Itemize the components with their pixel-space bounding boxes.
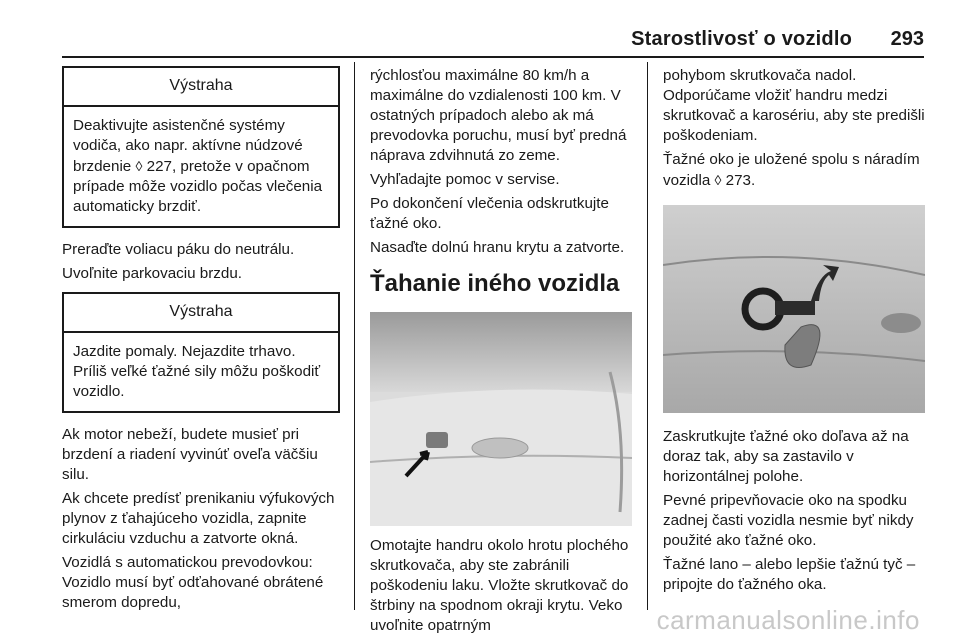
header-rule xyxy=(62,56,924,58)
paragraph: rýchlosťou maximálne 80 km/h a maximálne do vzdialenosti 100 km. V ostatných prípadoch alebo ak má prevodovka poruchu, musí byť predná náprava zdvihnutá zo zeme. xyxy=(370,67,627,164)
warning-text-b: 227, pretože v opačnom prípade môže vozidlo počas vlečenia automaticky brzdiť. xyxy=(73,158,323,215)
section-heading: Ťahanie iného vozidla xyxy=(370,270,620,297)
warning-title: Výstraha xyxy=(64,294,338,333)
column-divider-1 xyxy=(354,62,355,610)
paragraph-text-a: Ťažné oko je uložené spolu s náradím vozidla xyxy=(663,151,920,189)
warning-box-2 xyxy=(62,292,340,413)
paragraph: Nasaďte dolnú hranu krytu a zatvorte. xyxy=(370,239,625,256)
warning-text-a: Deaktivujte asistenčné systémy vodiča, ako napr. aktívne núdzové brzdenie xyxy=(73,117,303,175)
paragraph: Ak motor nebeží, budete musieť pri brzdení a riadení vyvinúť oveľa väčšiu silu. xyxy=(62,426,318,483)
page-ref-arrow-icon: ◊ xyxy=(135,158,143,174)
paragraph: Omotajte handru okolo hrotu plochého skrutkovača, aby ste zabránili poškodeniu laku. Vložte skrutkovač do štrbiny na spodnom okraji krytu. Veko uvoľnite opatrným xyxy=(370,537,629,634)
warning-body: Jazdite pomaly. Nejazdite trhavo. Príliš veľké ťažné sily môžu poškodiť vozidlo. xyxy=(73,343,321,400)
warning-title: Výstraha xyxy=(64,68,338,107)
paragraph xyxy=(663,150,935,191)
page-number: 293 xyxy=(890,28,924,50)
paragraph: Pevné pripevňovacie oko na spodku zadnej časti vozidla nesmie byť nikdy použité ako ťažné oko. xyxy=(663,492,914,549)
column-1 xyxy=(62,66,340,617)
page-header-title: Starostlivosť o vozidlo xyxy=(631,28,852,50)
column-2 xyxy=(370,66,636,640)
page-ref-arrow-icon: ◊ xyxy=(714,172,722,188)
paragraph: Zaskrutkujte ťažné oko doľava až na doraz tak, aby sa zastavilo v horizontálnej polohe. xyxy=(663,428,909,485)
paragraph: Ťažné lano – alebo lepšie ťažnú tyč – pripojte do ťažného oka. xyxy=(663,556,916,593)
paragraph: Preraďte voliacu páku do neutrálu. xyxy=(62,241,295,258)
warning-body xyxy=(64,107,338,226)
column-divider-2 xyxy=(647,62,648,610)
paragraph: Uvoľnite parkovaciu brzdu. xyxy=(62,265,243,282)
column-3 xyxy=(663,66,935,599)
paragraph: Vozidlá s automatickou prevodovkou: Vozidlo musí byť odťahované obrátené smerom dopredu, xyxy=(62,554,324,611)
watermark: carmanualsonline.info xyxy=(656,605,920,635)
paragraph-text-b: 273. xyxy=(721,172,756,189)
paragraph: Vyhľadajte pomoc v servise. xyxy=(370,171,560,188)
paragraph: pohybom skrutkovača nadol. Odporúčame vložiť handru medzi skrutkovač a karosériu, aby ste predišli poškodeniam. xyxy=(663,67,925,144)
bumper-cover-illustration xyxy=(370,312,632,526)
warning-box-1 xyxy=(62,66,340,228)
paragraph: Ak chcete predísť prenikaniu výfukových plynov z ťahajúceho vozidla, zapnite cirkuláciu vzduchu a zatvorte okná. xyxy=(62,490,335,547)
paragraph: Po dokončení vlečenia odskrutkujte ťažné oko. xyxy=(370,195,609,232)
towing-eye-illustration xyxy=(663,205,925,413)
